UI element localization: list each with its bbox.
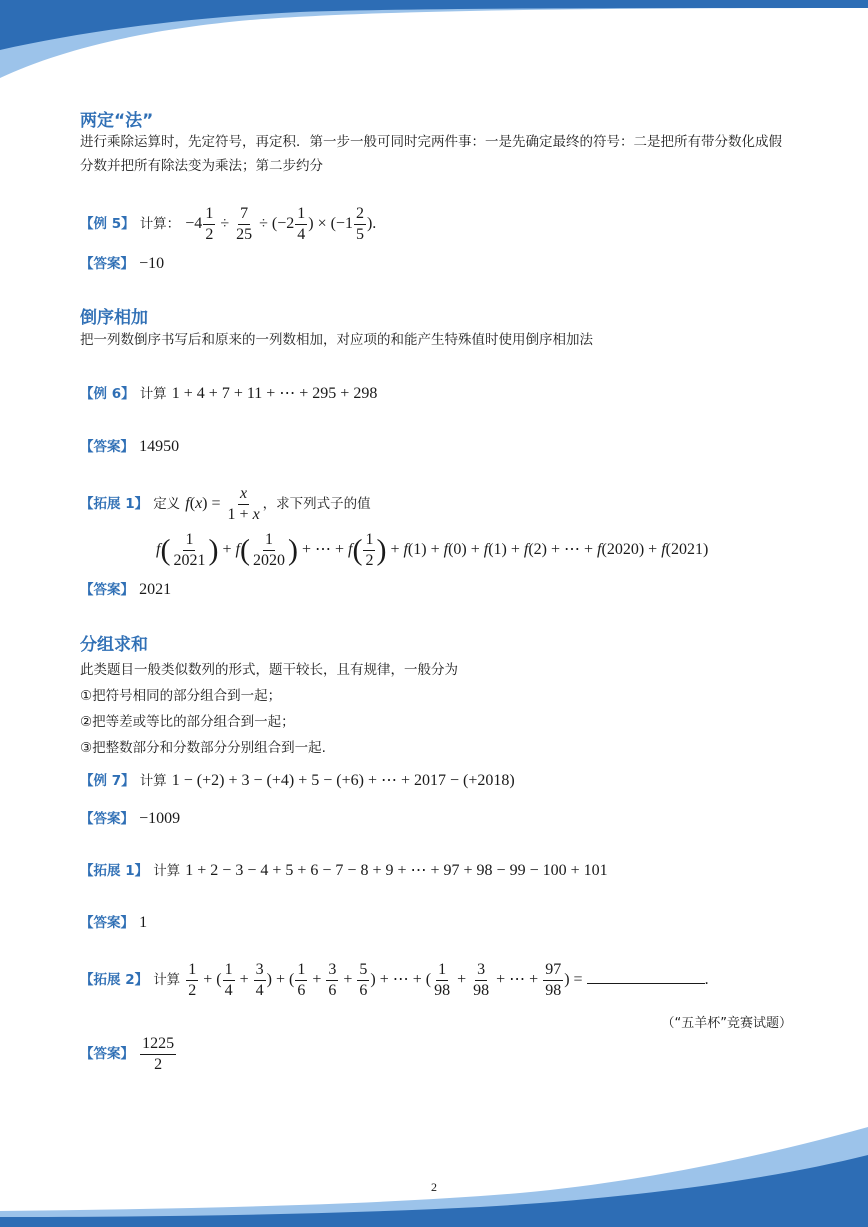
extension-tag: 【拓展 1】	[80, 496, 149, 513]
extension-2-expression: $\frac{1}{2}$ + ( $\frac{1}{4}$ + $\frac{3}{4}$ ) + ( $\frac{1}{6}$ + $\frac{3}{6}$ + $\frac{5}{6}$ ) + ⋯ + ( $\frac{1}{98}$ + $\frac{3}{98}$ + ⋯ + $\frac{97}{98}$ ) = .	[188, 961, 709, 999]
example-6-expression: 1 + 4 + 7 + 11 + ⋯ + 295 + 298	[171, 385, 378, 402]
example-5-answer	[80, 252, 164, 273]
section-desc-fenzu: 此类题目一般类似数列的形式，题干较长，且有规律，一般分为	[80, 662, 458, 678]
extension-tag: 【拓展 1】	[80, 863, 149, 879]
example-label: 计算：	[139, 216, 181, 233]
page-number: 2	[431, 1180, 437, 1194]
list-item: ③把整数部分和分数部分分别组合到一起.	[80, 740, 326, 756]
example-7	[80, 769, 515, 790]
extension-2-answer	[80, 1036, 177, 1073]
extension-tag: 【拓展 2】	[80, 972, 149, 989]
section-heading-fenzu: 分组求和	[80, 635, 148, 655]
extension-label: 计算	[153, 863, 181, 879]
extension-1b	[80, 859, 608, 880]
extension-suffix: ，求下列式子的值	[262, 496, 371, 513]
answer-tag: 【答案】	[80, 256, 134, 272]
list-item: ②把等差或等比的部分组合到一起；	[80, 714, 295, 730]
answer-value: 14950	[139, 438, 180, 455]
answer-tag: 【答案】	[80, 582, 134, 598]
extension-label: 计算	[153, 972, 181, 989]
example-6	[80, 382, 377, 403]
section-heading-liangding: 两定“法”	[80, 111, 154, 131]
answer-blank	[587, 969, 705, 984]
answer-value: −10	[139, 255, 165, 272]
section-heading-daoxu: 倒序相加	[80, 308, 148, 328]
answer-denominator: 2	[154, 1056, 163, 1073]
answer-tag: 【答案】	[80, 915, 134, 931]
example-7-expression: 1 − (+2) + 3 − (+4) + 5 − (+6) + ⋯ + 2017 − (+2018)	[171, 772, 515, 789]
extension-1b-expression: 1 + 2 − 3 − 4 + 5 + 6 − 7 − 8 + 9 + ⋯ + 97 + 98 − 99 − 100 + 101	[185, 862, 608, 879]
answer-value	[139, 1035, 177, 1073]
example-label: 计算	[139, 773, 167, 789]
extension-1b-answer	[80, 911, 147, 932]
extension-1-definition	[80, 486, 371, 523]
answer-numerator: 1225	[140, 1036, 176, 1055]
list-item: ①把符号相同的部分组合到一起；	[80, 688, 282, 704]
answer-tag: 【答案】	[80, 439, 134, 455]
example-6-answer	[80, 435, 179, 456]
example-tag: 【例 6】	[80, 386, 135, 402]
example-label: 计算	[139, 386, 167, 402]
footer-wave-decoration	[0, 1127, 868, 1227]
extension-1-answer	[80, 578, 171, 599]
extension-1-expression: f( $\frac{1}{2021}$ ) + f( $\frac{1}{2020}$ ) + ⋯ + f( $\frac{1}{2}$ ) + f(1) + f(0) + f(1) + f(2) + ⋯ + f(2020) + f(2021)	[156, 531, 709, 569]
example-tag: 【例 5】	[80, 216, 135, 233]
answer-value: −1009	[139, 810, 181, 827]
section-desc-daoxu: 把一列数倒序书写后和原来的一列数相加，对应项的和能产生特殊值时使用倒序相加法	[80, 332, 593, 348]
extension-label: 定义	[153, 496, 181, 513]
header-wave-decoration	[0, 0, 868, 80]
answer-value: 1	[139, 914, 148, 931]
example-5	[80, 206, 376, 243]
example-7-answer	[80, 807, 180, 828]
answer-tag: 【答案】	[80, 1046, 134, 1063]
source-note: （“五羊杯”竞赛试题）	[661, 1016, 792, 1031]
example-tag: 【例 7】	[80, 773, 135, 789]
extension-2	[80, 962, 709, 999]
example-5-expression: −4 $\frac{1}{2}$ ÷ $\frac{7}{25}$ ÷ (−2 $\frac{1}{4}$ ) × (−1 $\frac{2}{5}$ ).	[185, 205, 377, 243]
function-definition: f(x) = $\frac{x}{1 + x}$	[185, 485, 260, 523]
section-desc-liangding: 进行乘除运算时，先定符号，再定积．第一步一般可同时完两件事：一是先确定最终的符号：二是把所有带分数化成假分数并把所有除法变为乘法；第二步约分	[80, 134, 782, 174]
answer-tag: 【答案】	[80, 811, 134, 827]
answer-value: 2021	[139, 581, 172, 598]
